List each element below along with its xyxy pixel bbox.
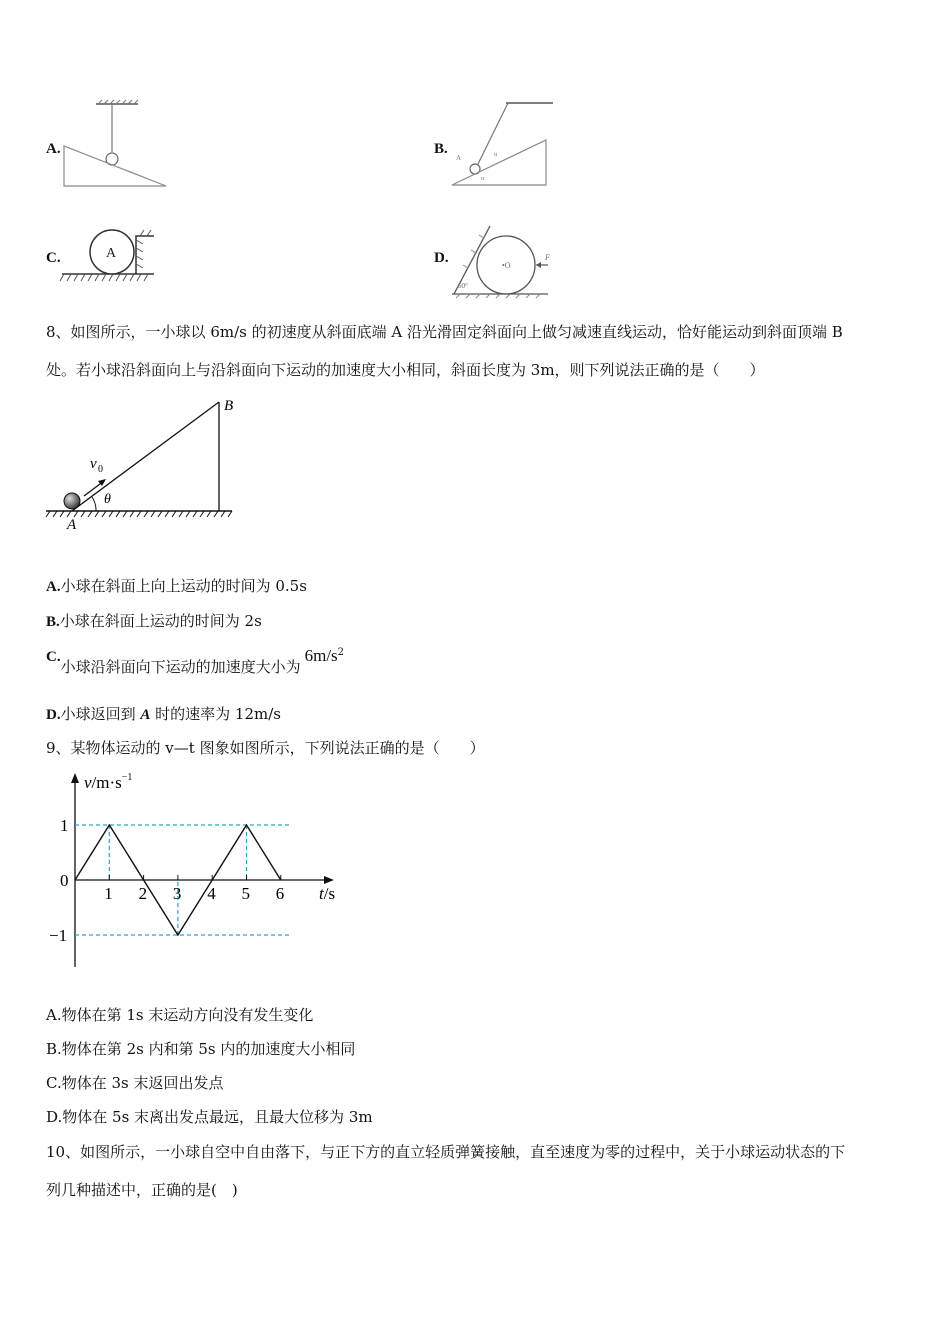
accel-value: 6m/s (304, 646, 338, 665)
q8-option-a: A.小球在斜面上向上运动的时间为 0.5s (46, 577, 307, 595)
q7-figure-c (58, 226, 158, 284)
y-tick-label: −1 (49, 926, 68, 945)
v0-subscript: 0 (98, 464, 103, 475)
q8-option-d: D.小球返回到 A 时的速率为 12m/s (46, 705, 281, 723)
x-tick-label: 6 (275, 884, 285, 903)
q8-option-b: B.小球在斜面上运动的时间为 2s (46, 612, 262, 630)
option-label: C. (46, 250, 61, 266)
svg-text:A: A (456, 154, 462, 162)
x-tick-labels (104, 884, 284, 903)
option-label: B. (434, 141, 448, 157)
q9-option-b: B.物体在第 2s 内和第 5s 内的加速度大小相同 (46, 1040, 356, 1058)
x-tick-label: 1 (104, 884, 113, 903)
q10-stem-line2: 列几种描述中，正确的是( ) (46, 1181, 238, 1199)
y-tick-label: 1 (60, 816, 69, 835)
x-tick-marks (109, 875, 280, 880)
center-label: •O (502, 261, 511, 270)
svg-text:α: α (494, 152, 498, 158)
angle-label: 60° (458, 282, 468, 290)
v0-label: v (90, 456, 97, 472)
y-tick-labels (49, 816, 69, 945)
theta-label: θ (104, 492, 111, 507)
y-axis-arrow (71, 773, 79, 783)
q9-option-c: C.物体在 3s 末返回出发点 (46, 1074, 224, 1092)
q7-figure-b (448, 98, 558, 190)
x-axis-label: t/s (319, 884, 336, 903)
q9-stem: 9、某物体运动的 v—t 图象如图所示，下列说法正确的是（ ） (46, 739, 485, 757)
force-label: F (545, 253, 550, 262)
y-axis-label: $v/m\cdot s^{-1}$ (84, 772, 133, 792)
vt-chart (40, 765, 360, 975)
q7-figure-d (448, 222, 558, 298)
q10-stem-line1: 10、如图所示，一小球自空中自由落下，与正下方的直立轻质弹簧接触，直至速度为零的过程中，关于小球运动状态的下 (46, 1143, 846, 1161)
x-tick-label: 2 (138, 884, 148, 903)
x-tick-label: 3 (172, 884, 182, 903)
q9-option-a: A.物体在第 1s 末运动方向没有发生变化 (46, 1006, 314, 1024)
q8-stem-line2: 处。若小球沿斜面向上与沿斜面向下运动的加速度大小相同，斜面长度为 3m，则下列说法正确的是（ ） (46, 361, 765, 379)
option-label: A. (46, 141, 61, 157)
q7-figure-a (58, 98, 173, 190)
x-axis-arrow (324, 876, 334, 884)
x-tick-label: 4 (207, 884, 216, 903)
svg-text:α: α (481, 176, 485, 182)
q8-option-c: C.小球沿斜面向下运动的加速度大小为$6m/s^2$ (46, 646, 345, 676)
point-a-label: A (67, 517, 77, 533)
y-tick-label: 0 (60, 871, 69, 890)
x-tick-label: 5 (241, 884, 250, 903)
q8-incline-figure (40, 390, 250, 535)
q8-stem-line1: 8、如图所示，一小球以 6m/s 的初速度从斜面底端 A 沿光滑固定斜面向上做匀减速直线运动，恰好能运动到斜面顶端 B (46, 323, 843, 341)
q9-option-d: D.物体在 5s 末离出发点最远，且最大位移为 3m (46, 1108, 373, 1126)
point-b-label: B (224, 398, 234, 414)
option-label: D. (434, 250, 449, 266)
ball-label: A (106, 246, 117, 261)
